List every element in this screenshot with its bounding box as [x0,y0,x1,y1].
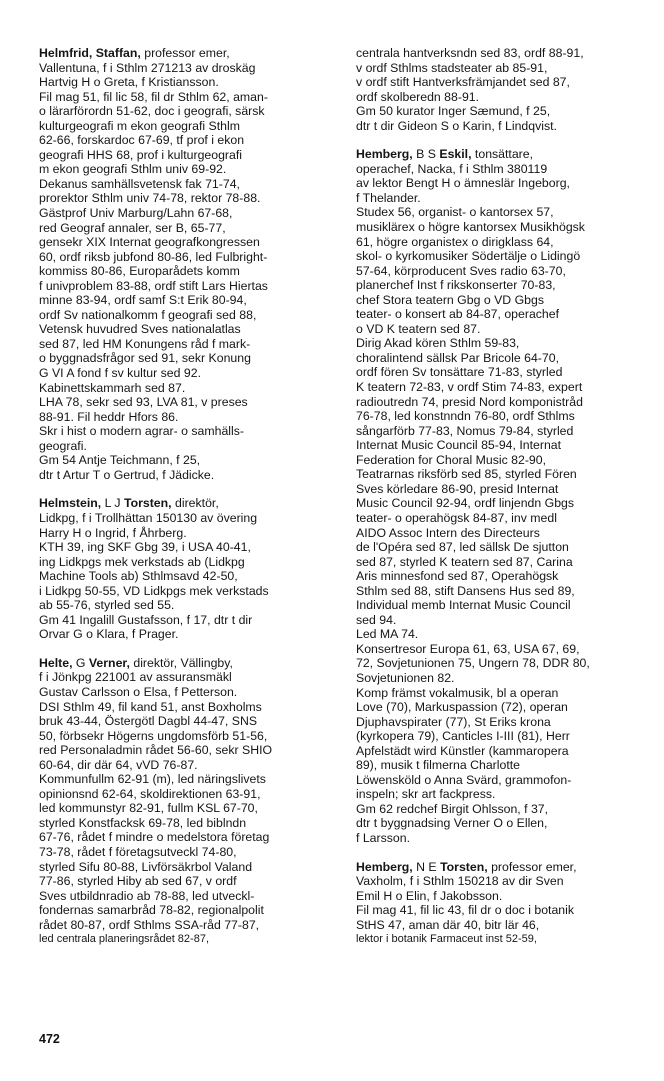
entry-line [39,221,339,236]
entry-text: styrled Sifu 80-88, Livförsäkrbol Valand [39,859,253,874]
entry-text: 57-64, körproducent Sves radio 63-70, [356,263,566,278]
entry-text: rådet 80-87, ordf Sthlms SSA-råd 77-87, [39,917,260,932]
entry-text: ab 55-76, styrled sed 55. [39,598,175,613]
entry-text: StHS 47, aman där 40, bitr lär 46, [356,917,540,932]
entry-text: K teatern 72-83, v ordf Stim 74-83, expert [356,380,583,395]
entry-text: Individual memb Internat Music Council [356,598,571,613]
entry-line [356,700,656,715]
entry-text: Löwensköld o Anna Svärd, grammofon- [356,772,572,787]
entry-text: teater- o konsert ab 84-87, operachef [356,307,560,322]
entry-line [39,104,339,119]
entry-text: prorektor Sthlm univ 74-78, rektor 78-88. [39,191,261,206]
entry-text: Studex 56, organist- o kantorsex 57, [356,205,554,220]
entry-line [356,627,656,642]
entry-line [356,293,656,308]
entry-line [356,147,656,162]
entry-line [39,801,339,816]
entry-line [356,453,656,468]
entry-text: Gm 50 kurator Inger Sæmund, f 25, [356,104,551,119]
entry-line [39,830,339,845]
entry-text: skol- o kyrkomusiker Södertälje o Lidingö [356,249,581,264]
entry-text: choralintend sällsk Par Bricole 64-70, [356,350,560,365]
entry-text: direktör, [171,496,219,511]
entry-line [39,410,339,425]
entry-line [39,860,339,875]
entry-line [39,874,339,889]
entry-line [39,453,339,468]
entry-text: 77-86, styrled Hiby ab sed 67, v ordf [39,874,237,889]
entry-line [39,206,339,221]
entry-text: geografi. [39,438,87,453]
entry-line [39,627,339,642]
entry-line [356,220,656,235]
entry-line [39,439,339,454]
entry-headword: Staffan, [95,46,141,60]
entry-text: inspeln; skr art fackpress. [356,787,496,802]
entry-headword: Verner, [88,655,130,670]
entry-text: professor emer, [487,859,577,874]
entry-line [356,613,656,628]
entry-line [356,249,656,264]
entry-line [39,75,339,90]
entry-line [356,802,656,817]
entry-text: direktör, Vällingby, [129,655,233,670]
entry-text: musiklärex o högre kantorsex Musikhögsk [356,220,585,235]
entry-text: Gästprof Univ Marburg/Lahn 67-68, [39,206,233,221]
entry-text: v ordf Sthlms stadsteater ab 85-91, [356,60,548,75]
entry-line [39,46,339,61]
entry-text: Led MA 74. [356,627,419,642]
entry-line [39,511,339,526]
entry-line [356,686,656,701]
biography-entry [356,147,656,845]
entry-text: ordf skolberedn 88-91. [356,89,480,104]
entry-text: Sthlm sed 88, stift Dansens Hus sed 89, [356,583,575,598]
entry-line [39,235,339,250]
entry-text: Sves utbildnradio ab 78-88, led utveckl- [39,888,255,903]
entry-text: 60, ordf riksb jubfond 80-86, led Fulbright- [39,249,268,264]
entry-line [39,148,339,163]
entry-line [356,307,656,322]
entry-line [356,380,656,395]
entry-line [39,264,339,279]
entry-line [356,119,656,134]
entry-text: Harry H o Ingrid, f Åhrberg. [39,525,187,540]
entry-text: sed 87, styrled K teatern sed 87, Carina [356,554,573,569]
entry-line [356,671,656,686]
entry-line [356,46,656,61]
entry-text: Kabinettskammarh sed 87. [39,380,186,395]
entry-text: Internat Music Council 85-94, Internat [356,438,562,453]
entry-text: styrled Konstfacksk 69-78, led biblndn [39,815,247,830]
entry-line [39,816,339,831]
entry-text: Konsertresor Europa 61, 63, USA 67, 69, [356,641,580,656]
entry-text: ing Lidkpgs mek verkstads ab (Lidkpg [39,554,245,569]
entry-text: 61, högre organistex o dirigklass 64, [356,234,554,249]
entry-text: Fil mag 51, fil lic 58, fil dr Sthlm 62, aman- [39,89,268,104]
entry-line [39,496,339,511]
entry-line [356,744,656,759]
entry-text: i Lidkpg 50-55, VD Lidkpgs mek verkstads [39,583,269,598]
entry-line [39,772,339,787]
entry-line [356,860,656,875]
entry-text: led centrala planeringsrådet 82-87, [39,933,210,946]
entry-text: 62-66, forskardoc 67-69, tf prof i ekon [39,133,245,148]
entry-text: planerchef Inst f rikskonserter 70-83, [356,278,556,293]
entry-line [356,889,656,904]
entry-text: dtr t byggnadsing Verner O o Ellen, [356,816,548,831]
entry-line [39,191,339,206]
entry-text: DSI Sthlm 49, fil kand 51, anst Boxholms [39,699,262,714]
entry-line [356,176,656,191]
entry-headword: Torsten, [123,496,172,511]
biography-entry [39,656,339,947]
entry-text: B S [412,147,440,162]
entry-text: bruk 43-44, Östergötl Dagbl 44-47, SNS [39,714,258,729]
entry-line [356,787,656,802]
entry-line [356,526,656,541]
entry-line [39,845,339,860]
entry-text: Sovjetunionen 82. [356,670,455,685]
entry-text: teater- o operahögsk 84-87, inv medl [356,510,557,525]
entry-text: operachef, Nacka, f i Sthlm 380119 [356,161,548,176]
entry-line [39,932,339,947]
entry-line [356,61,656,76]
entry-text: dtr t dir Gideon S o Karin, f Lindqvist. [356,118,557,133]
entry-text: dtr t Artur T o Gertrud, f Jädicke. [39,467,215,482]
entry-text: ordf Sv nationalkomm f geografi sed 88, [39,307,257,322]
entry-text: kommiss 80-86, Europarådets komm [39,264,240,279]
entry-line [39,889,339,904]
left-column [39,46,339,961]
entry-text: 60-64, dir där 64, vVD 76-87. [39,757,198,772]
entry-line [356,598,656,613]
entry-line [356,264,656,279]
entry-text: Love (70), Markuspassion (72), operan [356,700,568,715]
entry-line [39,743,339,758]
entry-headword: Eskil, [439,147,472,162]
entry-line [39,293,339,308]
entry-line [356,75,656,90]
entry-text: fondernas samarbråd 78-82, regionalpolit [39,903,264,918]
entry-line [356,511,656,526]
entry-headword: Torsten, [440,859,488,874]
entry-line [356,351,656,366]
entry-text: o byggnadsfrågor sed 91, sekr Konung [39,351,251,366]
entry-text: Sves körledare 86-90, presid Internat [356,481,559,496]
entry-line [356,715,656,730]
entry-text: Vaxholm, f i Sthlm 150218 av dir Sven [356,874,564,889]
entry-text: red Geograf annaler, ser B, 65-77, [39,220,226,235]
entry-line [39,90,339,105]
entry-line [356,642,656,657]
entry-line [39,670,339,685]
entry-text: Vetensk huvudred Sves nationalatlas [39,322,241,337]
entry-line [39,119,339,134]
entry-text: Vallentuna, f i Sthlm 271213 av droskäg [39,60,256,75]
entry-line [356,773,656,788]
entry-line [356,205,656,220]
entry-line [356,322,656,337]
entry-line [39,903,339,918]
entry-text: Lidkpg, f i Trollhättan 150130 av övering [39,510,258,525]
entry-line [356,496,656,511]
entry-text: Gm 62 redchef Birgit Ohlsson, f 37, [356,801,549,816]
entry-line [356,918,656,933]
entry-text: Fil mag 41, fil lic 43, fil dr o doc i botanik [356,903,575,918]
entry-line [356,336,656,351]
entry-text: minne 83-94, ordf samf S:t Erik 80-94, [39,293,247,308]
entry-text: Emil H o Elin, f Jakobsson. [356,888,503,903]
entry-headword: Hemberg, [356,147,413,162]
entry-text: G [72,655,89,670]
entry-text: Dirig Akad kören Sthlm 59-83, [356,336,520,351]
entry-line [39,308,339,323]
entry-text: geografi HHS 68, prof i kulturgeografi [39,147,243,162]
entry-text: Music Council 92-94, ordf linjendn Gbgs [356,496,575,511]
biography-entry [39,46,339,482]
entry-text: tonsättare, [471,147,534,162]
entry-line [39,250,339,265]
entry-text: LHA 78, sekr sed 93, LVA 81, v preses [39,395,248,410]
entry-text: centrala hantverksndn sed 83, ordf 88-91, [356,46,584,60]
entry-line [356,424,656,439]
entry-text: 89), musik t filmerna Charlotte [356,758,521,773]
entry-text: sed 87, led HM Konungens råd f mark- [39,336,251,351]
entry-text: m ekon geografi Sthlm univ 69-92. [39,162,227,177]
entry-line [39,177,339,192]
entry-text: Gustav Carlsson o Elsa, f Petterson. [39,684,238,699]
entry-line [39,366,339,381]
entry-line [39,685,339,700]
entry-text: chef Stora teatern Gbg o VD Gbgs [356,292,544,307]
entry-text: N E [412,859,441,874]
entry-text: 67-76, rådet f mindre o medelstora företag [39,830,270,845]
entry-text: gensekr XIX Internat geografkongressen [39,235,260,250]
entry-text: Dekanus samhällsvetensk fak 71-74, [39,176,240,191]
entry-text: f Larsson. [356,830,410,845]
entry-line [39,133,339,148]
entry-text: Teatrarnas riksförb sed 85, styrled Fören [356,467,577,482]
entry-line [356,540,656,555]
entry-line [39,918,339,933]
entry-line [39,526,339,541]
entry-line [356,235,656,250]
entry-text: 50, förbsekr Högerns ungdomsförb 51-56, [39,728,268,743]
entry-text: Machine Tools ab) Sthlmsavd 42-50, [39,569,238,584]
entry-headword: Helmstein, [39,496,102,511]
entry-line [39,351,339,366]
entry-line [39,758,339,773]
entry-line [39,322,339,337]
entry-headword: Hemberg, [356,859,413,874]
entry-text: Aris minnesfond sed 87, Operahögsk [356,569,559,584]
entry-line [39,540,339,555]
entry-line [356,569,656,584]
entry-line [39,787,339,802]
entry-line [356,584,656,599]
entry-line [356,831,656,846]
entry-text: f i Jönkpg 221001 av assuransmäkl [39,670,232,685]
entry-line [356,365,656,380]
entry-text: 76-78, led konstnndn 76-80, ordf Sthlms [356,409,575,424]
entry-line [39,279,339,294]
entry-line [356,932,656,947]
entry-text: radioutredn 74, presid Nord komponistråd [356,394,583,409]
entry-line [39,395,339,410]
entry-line [356,395,656,410]
entry-line [356,555,656,570]
entry-text: red Personaladmin rådet 56-60, sekr SHIO [39,743,273,758]
entry-line [39,656,339,671]
entry-line [39,584,339,599]
entry-line [356,467,656,482]
entry-line [39,613,339,628]
entry-text: 88-91. Fil heddr Hfors 86. [39,409,179,424]
entry-text: av lektor Bengt H o ämneslär Ingeborg, [356,176,570,191]
entry-line [356,729,656,744]
entry-text: Gm 54 Antje Teichmann, f 25, [39,453,201,468]
entry-line [39,598,339,613]
entry-line [356,104,656,119]
entry-text: 73-78, rådet f företagsutveckl 74-80, [39,844,237,859]
biography-entry [39,496,339,641]
entry-line [356,278,656,293]
right-column [356,46,656,961]
entry-line [356,903,656,918]
entry-line [39,700,339,715]
entry-text: professor emer, [140,46,230,60]
entry-text: kulturgeografi m ekon geografi Sthlm [39,118,240,133]
entry-line [356,409,656,424]
entry-line [39,381,339,396]
entry-headword: Helte, [39,655,73,670]
entry-text: f univproblem 83-88, ordf stift Lars Hiertas [39,278,268,293]
entry-text: led kommunstyr 82-91, fullm KSL 67-70, [39,801,258,816]
entry-text: (kyrkopera 79), Canticles I-III (81), Herr [356,729,570,744]
entry-line [39,61,339,76]
entry-line [39,468,339,483]
entry-line [39,424,339,439]
entry-headword: Helmfrid, [39,46,96,60]
entry-text: de l'Opéra sed 87, led sällsk De sjutton [356,540,569,555]
entry-text: lektor i botanik Farmaceut inst 52-59, [356,933,537,946]
entry-line [39,162,339,177]
entry-text: v ordf stift Hantverksfrämjandet sed 87, [356,75,570,90]
entry-text: Skr i hist o modern agrar- o samhälls- [39,424,245,439]
entry-line [39,337,339,352]
entry-line [356,816,656,831]
biography-entry [356,860,656,947]
entry-text: o VD K teatern sed 87. [356,321,481,336]
entry-line [356,90,656,105]
entry-line [39,569,339,584]
entry-text: opinionsnd 62-64, skoldirektionen 63-91, [39,786,261,801]
entry-text: ordf fören Sv tonsättare 71-83, styrled [356,365,563,380]
entry-line [356,162,656,177]
entry-text: sångarförb 77-83, Nomus 79-84, styrled [356,423,574,438]
entry-text: Djuphavspirater (77), St Eriks krona [356,714,551,729]
entry-text: Hartvig H o Greta, f Kristiansson. [39,75,219,90]
entry-text: G VI A fond f sv kultur sed 92. [39,366,201,381]
entry-line [39,714,339,729]
entry-line [356,191,656,206]
entry-text: Apfelstädt wird Künstler (kammaropera [356,743,569,758]
entry-line [39,555,339,570]
entry-text: Federation for Choral Music 82-90, [356,452,547,467]
entry-text: o lärarförordn 51-62, doc i geografi, särsk [39,104,265,119]
entry-line [356,758,656,773]
biography-entry [356,46,656,133]
entry-text: L J [101,496,124,511]
entry-text: Orvar G o Klara, f Prager. [39,627,179,642]
entry-text: Komp främst vokalmusik, bl a operan [356,685,559,700]
entry-line [356,874,656,889]
entry-text: 72, Sovjetunionen 75, Ungern 78, DDR 80, [356,656,590,671]
entry-text: Kommunfullm 62-91 (m), led näringslivets [39,772,266,787]
entry-text: f Thelander. [356,190,421,205]
page-number: 472 [39,1032,60,1046]
entry-text: Gm 41 Ingalill Gustafsson, f 17, dtr t dir [39,612,253,627]
entry-line [356,438,656,453]
entry-line [356,656,656,671]
entry-text: KTH 39, ing SKF Gbg 39, i USA 40-41, [39,540,251,555]
entry-text: sed 94. [356,612,397,627]
entry-line [356,482,656,497]
entry-line [39,729,339,744]
entry-text: AIDO Assoc Intern des Directeurs [356,525,540,540]
